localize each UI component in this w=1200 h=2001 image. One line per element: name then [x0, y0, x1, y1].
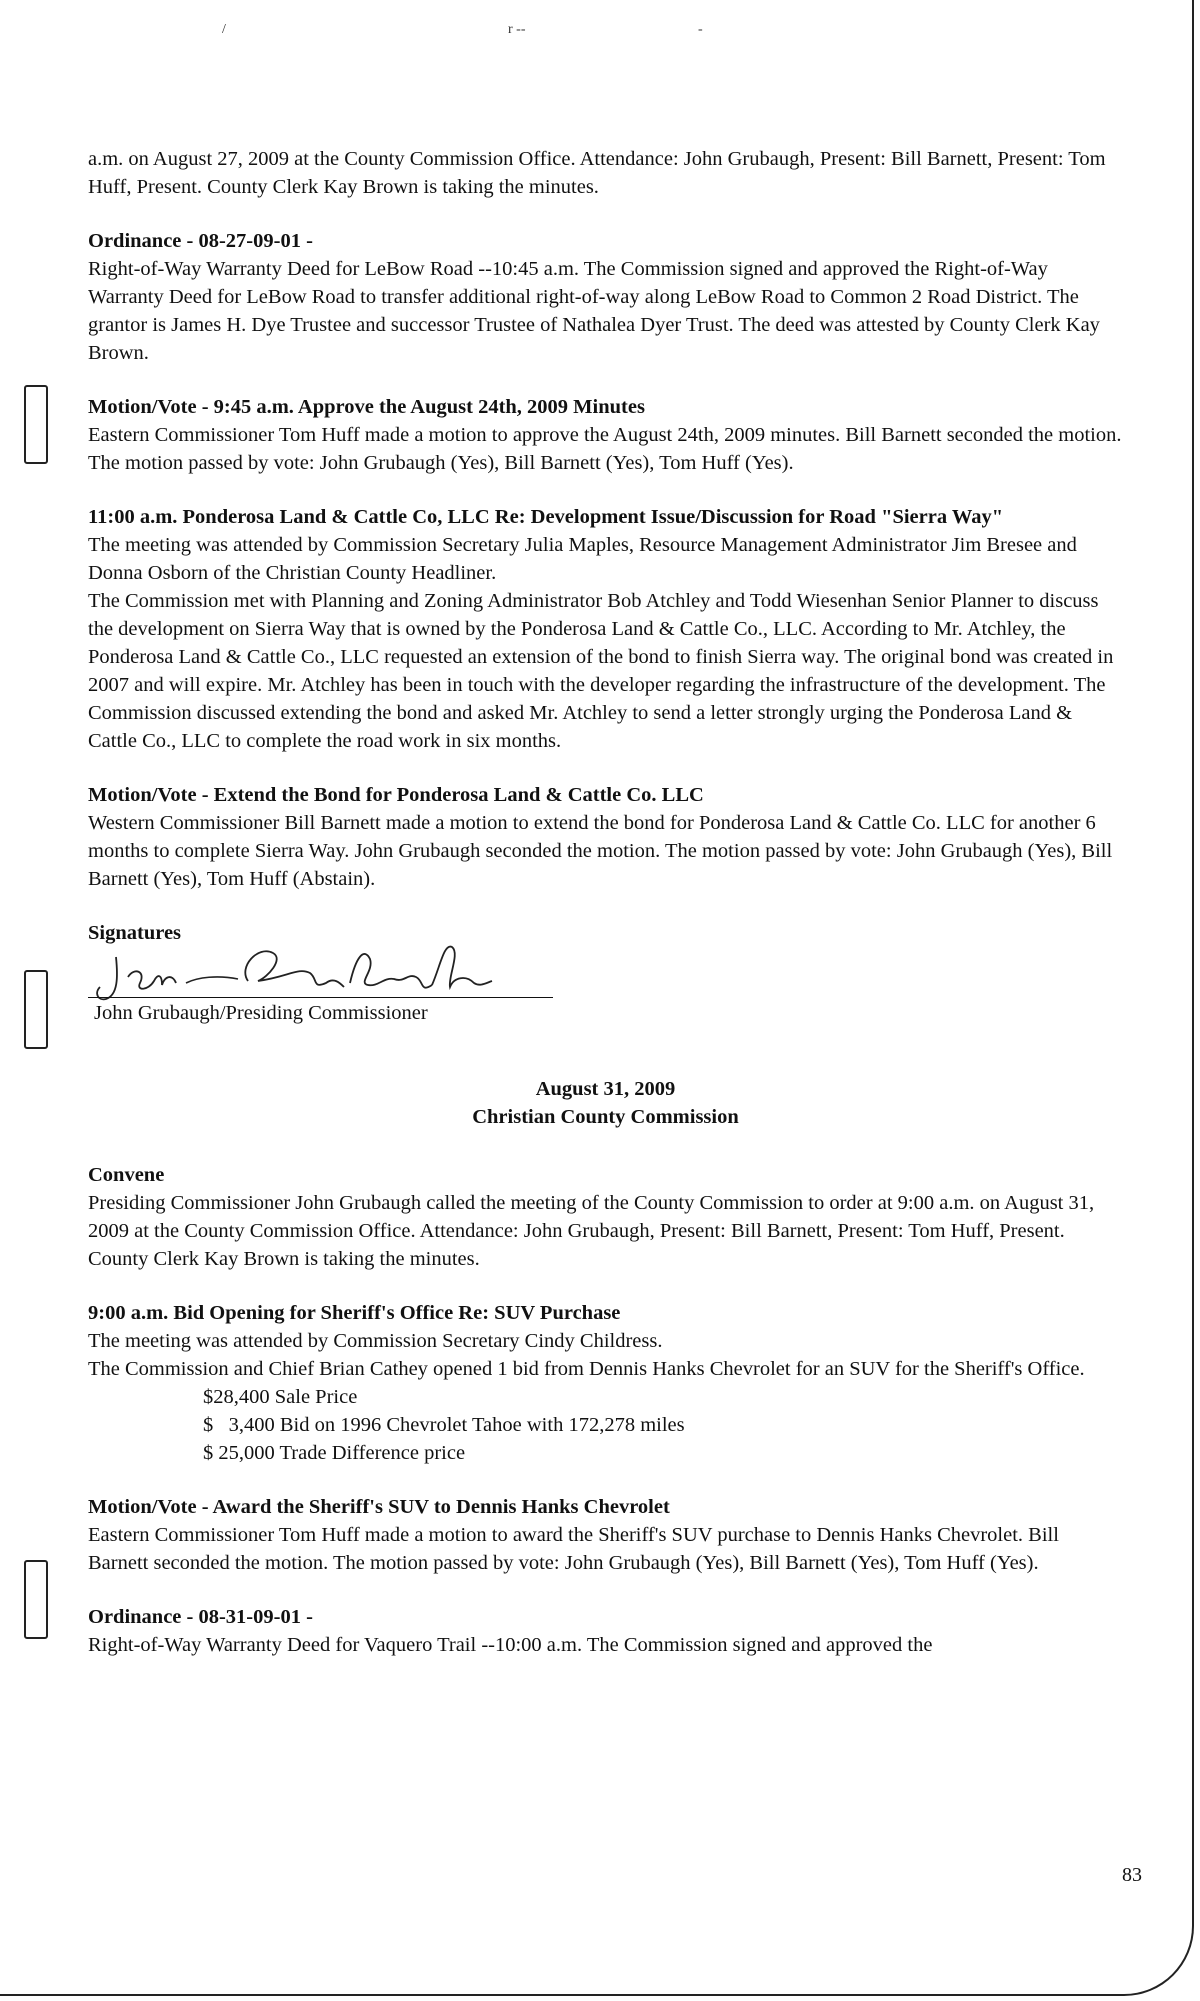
- scan-mark: -: [698, 22, 703, 37]
- bid-amount-list: [203, 1383, 1123, 1467]
- signature-line: [88, 997, 553, 998]
- paragraph: The Commission met with Planning and Zoning Administrator Bob Atchley and Todd Wiesenhan Senior Planner to discuss the development on Sierra Way that is owned by the Ponderosa Land & Cattle Co., LLC. According to Mr. Atchley, the Ponderosa Land & Cattle Co., LLC requested an extension of the bond to finish Sierra way. The original bond was created in 2007 and will expire. Mr. Atchley has been in touch with the developer regarding the infrastructure of the development. The Commission discussed extending the bond and asked Mr. Atchley to send a letter strongly urging the Ponderosa Land & Cattle Co., LLC to complete the road work in six months.: [88, 590, 1114, 752]
- paragraph: Right-of-Way Warranty Deed for Vaquero Trail --10:00 a.m. The Commission signed and approved the: [88, 1634, 933, 1656]
- section-heading: Ordinance - 08-31-09-01 -: [88, 1606, 313, 1628]
- section-convene: [88, 1161, 1123, 1273]
- section-heading: Motion/Vote - Award the Sheriff's SUV to Dennis Hanks Chevrolet: [88, 1496, 670, 1518]
- paragraph: Right-of-Way Warranty Deed for LeBow Road --10:45 a.m. The Commission signed and approved the Right-of-Way Warranty Deed for LeBow Road to transfer additional right-of-way along LeBow Road to Common 2 Road District. The grantor is James H. Dye Trustee and successor Trustee of Nathalea Dyer Trust. The deed was attested by County Clerk Kay Brown.: [88, 258, 1100, 364]
- hole-punch-mark: [24, 970, 48, 1049]
- bid-amount-item: $28,400 Sale Price: [203, 1386, 358, 1408]
- meeting-date: August 31, 2009: [535, 1078, 676, 1100]
- meeting-header: [88, 1075, 1123, 1131]
- section-heading: Convene: [88, 1164, 165, 1186]
- scan-mark: r --: [508, 22, 526, 37]
- paragraph: The Commission and Chief Brian Cathey opened 1 bid from Dennis Hanks Chevrolet for an SUV for the Sheriff's Office.: [88, 1358, 1085, 1380]
- hole-punch-mark: [24, 1560, 48, 1639]
- section-approve-minutes: [88, 393, 1123, 477]
- section-bid-opening: [88, 1299, 1123, 1467]
- paragraph: Western Commissioner Bill Barnett made a motion to extend the bond for Ponderosa Land & Cattle Co. LLC for another 6 months to complete Sierra Way. John Grubaugh seconded the motion. The motion passed by vote: John Grubaugh (Yes), Bill Barnett (Yes), Tom Huff (Abstain).: [88, 812, 1113, 890]
- scan-mark: /: [222, 22, 226, 37]
- section-ordinance-08-27: [88, 227, 1123, 367]
- page-number: 83: [1122, 1864, 1142, 1886]
- signature-caption: John Grubaugh/Presiding Commissioner: [94, 1002, 428, 1024]
- opening-paragraph: [88, 145, 1123, 201]
- paragraph: The meeting was attended by Commission Secretary Julia Maples, Resource Management Administrator Jim Bresee and Donna Osborn of the Christian County Headliner.: [88, 534, 1077, 584]
- section-heading: Ordinance - 08-27-09-01 -: [88, 230, 313, 252]
- section-heading: Motion/Vote - 9:45 a.m. Approve the August 24th, 2009 Minutes: [88, 396, 645, 418]
- section-heading: 11:00 a.m. Ponderosa Land & Cattle Co, LLC Re: Development Issue/Discussion for Road "Sierra Way": [88, 506, 1004, 528]
- paragraph: Presiding Commissioner John Grubaugh called the meeting of the County Commission to order at 9:00 a.m. on August 31, 2009 at the County Commission Office. Attendance: John Grubaugh, Present: Bill Barnett, Present: Tom Huff, Present. County Clerk Kay Brown is taking the minutes.: [88, 1192, 1095, 1270]
- section-ordinance-08-31: [88, 1603, 1123, 1659]
- signatures-heading: Signatures: [88, 922, 182, 944]
- section-extend-bond: [88, 781, 1123, 893]
- paragraph: The meeting was attended by Commission Secretary Cindy Childress.: [88, 1330, 663, 1352]
- meeting-body: Christian County Commission: [472, 1106, 739, 1128]
- bid-amount-item: $ 25,000 Trade Difference price: [203, 1442, 466, 1464]
- bid-amount-item: $ 3,400 Bid on 1996 Chevrolet Tahoe with 172,278 miles: [203, 1414, 685, 1436]
- hole-punch-mark: [24, 385, 48, 464]
- section-ponderosa-discussion: [88, 503, 1123, 755]
- paragraph: a.m. on August 27, 2009 at the County Commission Office. Attendance: John Grubaugh, Present: Bill Barnett, Present: Tom Huff, Present. County Clerk Kay Brown is taking the minutes.: [88, 148, 1106, 198]
- document-body: [88, 145, 1123, 1685]
- section-award-suv: [88, 1493, 1123, 1577]
- signatures-section: [88, 919, 1123, 1029]
- signature-block: [88, 947, 1123, 1029]
- section-heading: Motion/Vote - Extend the Bond for Ponderosa Land & Cattle Co. LLC: [88, 784, 704, 806]
- paragraph: Eastern Commissioner Tom Huff made a motion to award the Sheriff's SUV purchase to Dennis Hanks Chevrolet. Bill Barnett seconded the motion. The motion passed by vote: John Grubaugh (Yes), Bill Barnett (Yes), Tom Huff (Yes).: [88, 1524, 1059, 1574]
- section-heading: 9:00 a.m. Bid Opening for Sheriff's Office Re: SUV Purchase: [88, 1302, 621, 1324]
- paragraph: Eastern Commissioner Tom Huff made a motion to approve the August 24th, 2009 minutes. Bill Barnett seconded the motion. The motion passed by vote: John Grubaugh (Yes), Bill Barnett (Yes), Tom Huff (Yes).: [88, 424, 1122, 474]
